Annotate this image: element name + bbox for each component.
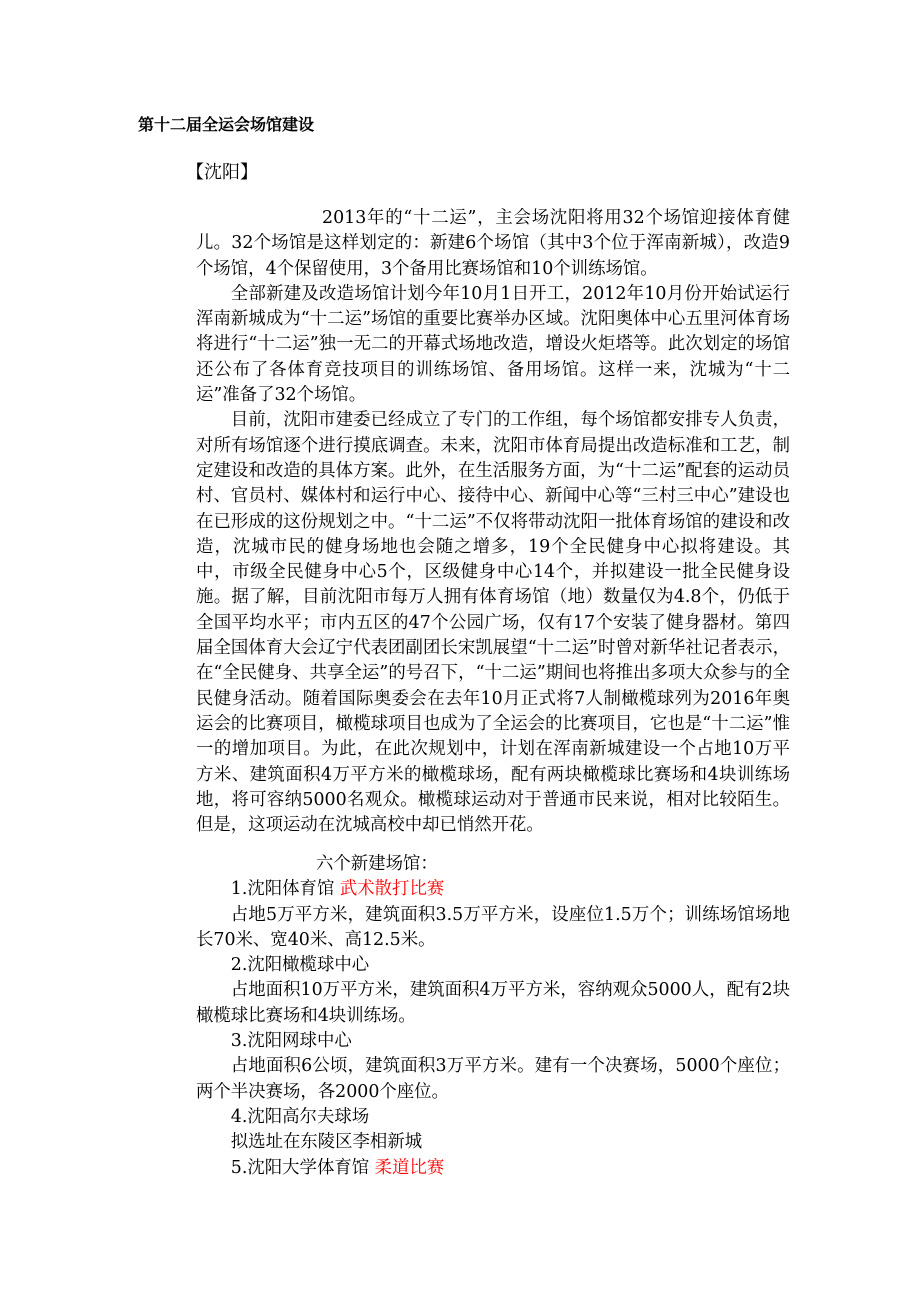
venue-name: 2.沈阳橄榄球中心	[230, 955, 370, 976]
venue-item-detail: 拟选址在东陵区李相新城	[230, 1132, 423, 1153]
venue-item-title	[196, 1105, 790, 1130]
venue-item-detail: 占地5万平方米，建筑面积3.5万平方米，设座位1.5万个；训练场馆场地长70米、宽40米、高12.5米。	[196, 904, 790, 950]
article-body	[196, 206, 790, 838]
venue-item-detail: 占地面积10万平方米，建筑面积4万平方米，容纳观众5000人，配有2块橄榄球比赛场和4块训练场。	[196, 980, 790, 1026]
venue-item-title	[196, 953, 790, 978]
venue-name: 4.沈阳高尔夫球场	[230, 1106, 370, 1127]
venue-name: 1.沈阳体育馆	[230, 879, 335, 900]
venue-item-detail: 占地面积6公顷，建筑面积3万平方米。建有一个决赛场，5000个座位；两个半决赛场，各2000个座位。	[196, 1056, 790, 1102]
venue-item-title	[196, 877, 790, 902]
venue-event: 柔道比赛	[374, 1157, 445, 1178]
venue-event: 武术散打比赛	[339, 879, 445, 900]
paragraph-planning: 目前，沈阳市建委已经成立了专门的工作组，每个场馆都安排专人负责，对所有场馆逐个进行摸底调查。未来，沈阳市体育局提出改造标准和工艺，制定建设和改造的具体方案。此外，在生活服务方面，为“十二运”配套的运动员村、官员村、媒体村和运行中心、接待中心、新闻中心等“三村三中心”建设也在已形成的这份规划之中。“十二运”不仅将带动沈阳一批体育场馆的建设和改造，沈城市民的健身场地也会随之增多，19个全民健身中心拟将建设。其中，市级全民健身中心5个，区级健身中心14个，并拟建设一批全民健身设施。据了解，目前沈阳市每万人拥有体育场馆（地）数量仅为4.8个，仍低于全国平均水平；市内五区的47个公园广场，仅有17个安装了健身器材。第四届全国体育大会辽宁代表团副团长宋凯展望“十二运”时曾对新华社记者表示，在“全民健身、共享全运”的号召下，“十二运”期间也将推出多项大众参与的全民健身活动。随着国际奥委会在去年10月正式将7人制橄榄球列为2016年奥运会的比赛项目，橄榄球项目也成为了全运会的比赛项目，它也是“十二运”惟一的增加项目。为此，在此次规划中，计划在浑南新城建设一个占地10万平方米、建筑面积4万平方米的橄榄球场，配有两块橄榄球比赛场和4块训练场地，将可容纳5000名观众。橄榄球运动对于普通市民来说，相对比较陌生。但是，这项运动在沈城高校中却已悄然开花。	[196, 410, 790, 836]
venue-item-title	[196, 1156, 790, 1181]
venue-list	[196, 852, 790, 1181]
venue-name: 3.沈阳网球中心	[230, 1031, 352, 1052]
region-heading: 【沈阳】	[186, 162, 258, 183]
venue-list-heading: 六个新建场馆：	[316, 854, 438, 874]
paragraph-intro: 2013年的“十二运”，主会场沈阳将用32个场馆迎接体育健儿。32个场馆是这样划定的：新建6个场馆（其中3个位于浑南新城），改造9个场馆，4个保留使用，3个备用比赛场馆和10个训练场馆。	[196, 208, 790, 279]
venue-name: 5.沈阳大学体育馆	[230, 1157, 370, 1178]
document-title: 第十二届全运会场馆建设	[138, 115, 315, 134]
paragraph-schedule: 全部新建及改造场馆计划今年10月1日开工，2012年10月份开始试运行浑南新城成为“十二运”场馆的重要比赛举办区域。沈阳奥体中心五里河体育场将进行“十二运”独一无二的开幕式场地改造，增设火炬塔等。此次划定的场馆还公布了各体育竞技项目的训练场馆、备用场馆。这样一来，沈城为“十二运”准备了32个场馆。	[196, 283, 790, 406]
venue-item-title	[196, 1029, 790, 1054]
